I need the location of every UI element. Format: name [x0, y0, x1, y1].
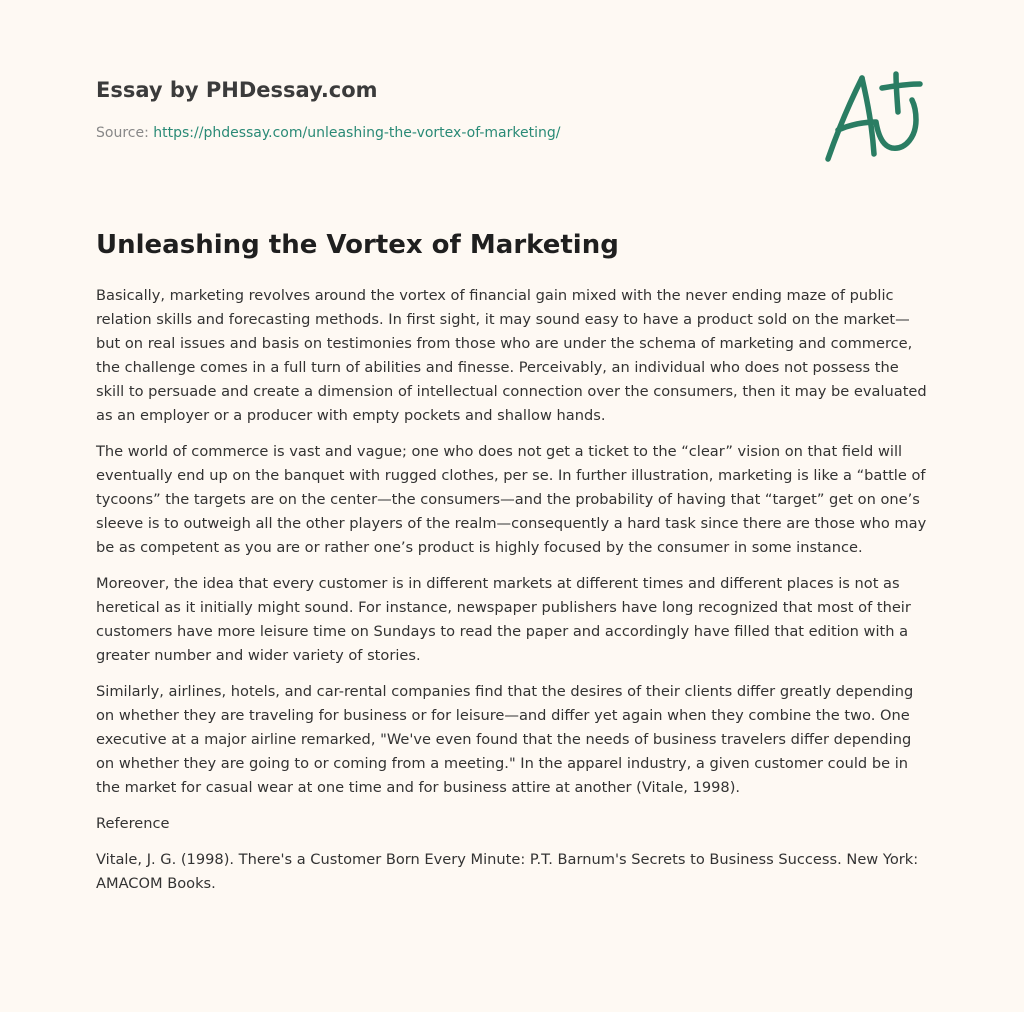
essay-paragraph: The world of commerce is vast and vague; one who does not get a ticket to the “clear” vision on that field will eventually end up on the banquet with rugged clothes, per se. In further illustration, marketing is like a “battle of tycoons” the targets are on the center—the consumers—and the probability of having that “target” get on one’s sleeve is to outweigh all the other players of the realm—consequently a hard task since there are those who may be as competent as you are or rather one’s product is highly focused by the consumer in some instance. [96, 443, 927, 556]
essay-body [96, 284, 928, 896]
essay-paragraph: Basically, marketing revolves around the vortex of financial gain mixed with the never ending maze of public relation skills and forecasting methods. In first sight, it may sound easy to have a product sold on the market—but on real issues and basis on testimonies from those who are under the schema of marketing and commerce, the challenge comes in a full turn of abilities and finesse. Perceivably, an individual who does not possess the skill to persuade and create a dimension of intellectual connection over the consumers, then it may be evaluated as an employer or a producer with empty pockets and shallow hands. [96, 287, 927, 424]
reference-entry: Vitale, J. G. (1998). There's a Customer Born Every Minute: P.T. Barnum's Secrets to Business Success. New York: AMACOM Books. [96, 851, 919, 892]
essay-paragraph: Similarly, airlines, hotels, and car-rental companies find that the desires of their clients differ greatly depending on whether they are traveling for business or for leisure—and differ yet again when they combine the two. One executive at a major airline remarked, "We've even found that the needs of business travelers differ depending on whether they are going to or coming from a meeting." In the apparel industry, a given customer could be in the market for casual wear at one time and for business attire at another (Vitale, 1998). [96, 683, 914, 796]
essay-content [96, 226, 928, 908]
essay-paragraph: Moreover, the idea that every customer is in different markets at different times and different places is not as heretical as it initially might sound. For instance, newspaper publishers have long recognized that most of their customers have more leisure time on Sundays to read the paper and accordingly have filled that edition with a greater number and wider variety of stories. [96, 575, 911, 664]
grade-a-plus-icon [818, 64, 928, 168]
site-title: Essay by PHDessay.com [96, 78, 378, 102]
essay-title: Unleashing the Vortex of Marketing [96, 230, 619, 260]
source-link[interactable]: https://phdessay.com/unleashing-the-vortex-of-marketing/ [153, 125, 561, 141]
page-header [96, 76, 796, 143]
source-line [96, 123, 796, 143]
reference-heading: Reference [96, 815, 170, 832]
source-label: Source: [96, 125, 149, 141]
